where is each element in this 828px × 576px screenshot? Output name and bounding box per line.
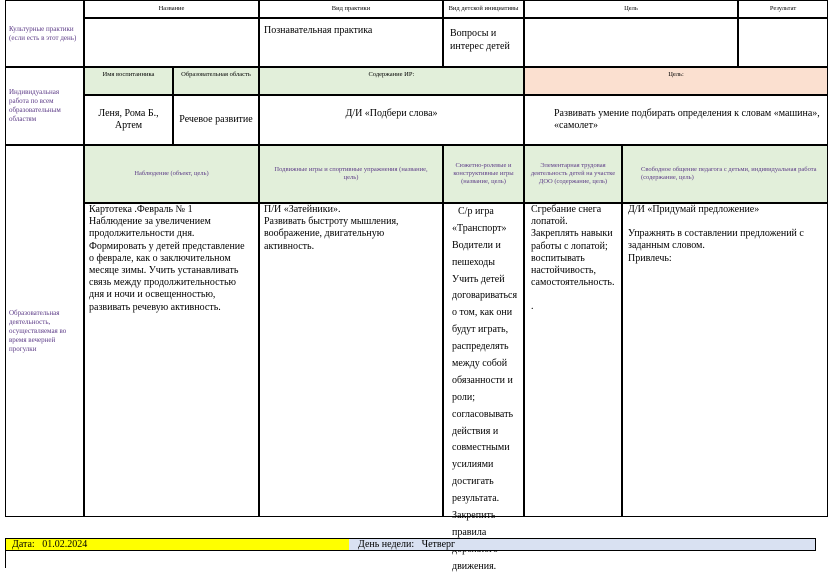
header-content-text: Содержание ИР: [368, 71, 415, 78]
section2-row-label [5, 67, 84, 145]
roleplay-line: согласовывать [452, 408, 514, 420]
header-observation-text: Наблюдение (объект, цель) [134, 170, 209, 177]
section3-row-label-text: Образовательная деятельность, осуществляемая во время вечерней прогулки [9, 308, 67, 353]
outdoor-games-cell [259, 203, 443, 517]
roleplay-line: обязанности и [452, 374, 513, 386]
practice-goal-cell [524, 18, 738, 67]
weekday-label: День недели: [358, 539, 415, 550]
section3-row-label [5, 145, 84, 517]
observation-line: Формировать у детей представление [89, 240, 245, 252]
observation-line: Наблюдение за увеличением [89, 216, 211, 228]
header-area [173, 67, 259, 95]
header-practice-type-text: Вид практики [331, 5, 371, 12]
labor-line: самостоятельность. [531, 277, 615, 289]
section1-row-label [5, 0, 84, 67]
date-value: 01.02.2024 [42, 539, 88, 550]
roleplay-line: пешеходы [452, 256, 495, 268]
communication-line: Упражнять в составлении предложений с [628, 228, 804, 240]
section1-row-label-text: Культурные практики (если есть в этот день) [9, 24, 77, 42]
ir-goal-cell [524, 95, 828, 145]
outdoor-games-line: П/И «Затейники». [264, 204, 341, 215]
header-free-communication [622, 145, 828, 203]
roleplay-line: Учить детей [452, 273, 505, 285]
roleplay-line: совместными [452, 442, 510, 454]
roleplay-line: между собой [452, 358, 508, 370]
header-labor [524, 145, 622, 203]
header-free-communication-text: Свободное общение педагога с детьми, индивидуальная работа (содержание, цель) [641, 166, 817, 181]
pupil-names-value: Леня, Рома Б., Артем [98, 108, 159, 131]
roleplay-line: «Транспорт» [452, 222, 507, 234]
edu-area-cell [173, 95, 259, 145]
date-field [6, 539, 349, 550]
roleplay-line: Водители и [452, 239, 501, 251]
labor-line [531, 289, 617, 301]
header-goal [524, 0, 738, 18]
header-name-text: Название [158, 5, 185, 12]
header-area-text: Образовательная область [181, 71, 251, 78]
observation-line: продолжительности дня. [89, 228, 195, 240]
header-ir-goal [524, 67, 828, 95]
edu-area-value: Речевое развитие [179, 114, 253, 125]
header-outdoor-games-text: Подвижные игры и спортивные упражнения (название, цель) [274, 166, 428, 181]
practice-type-value: Познавательная практика [264, 25, 373, 36]
observation-line: Картотека .Февраль № 1 [89, 204, 193, 215]
header-roleplay-games [443, 145, 524, 203]
header-pupil-text: Имя воспитанника [102, 71, 155, 78]
roleplay-line: распределять [452, 341, 509, 353]
observation-line: развивать речевую активность. [89, 301, 221, 313]
free-communication-cell [622, 203, 828, 517]
roleplay-line: С/р игра [458, 206, 494, 217]
roleplay-line: роли; [452, 391, 475, 403]
communication-line: Д/И «Придумай предложение» [628, 204, 760, 215]
communication-line: заданным словом. [628, 240, 705, 252]
practice-name-cell [84, 18, 259, 67]
header-roleplay-games-text: Сюжетно-ролевые и конструктивные игры (название, цель) [453, 162, 514, 185]
weekday-value: Четверг [421, 539, 456, 550]
header-name [84, 0, 259, 18]
ir-content-value: Д/И «Подбери слова» [345, 108, 438, 119]
header-result [738, 0, 828, 18]
header-goal-text: Цель [624, 5, 638, 12]
roleplay-cell [443, 203, 524, 572]
practice-result-cell [738, 18, 828, 67]
observation-line: связь между продолжительностью [89, 277, 236, 289]
date-label: Дата: [12, 539, 35, 550]
header-observation [84, 145, 259, 203]
child-activity-cell [443, 18, 524, 67]
pupil-names-cell [84, 95, 173, 145]
roleplay-line: договариваться [452, 290, 518, 302]
labor-line: настойчивость, [531, 265, 596, 277]
observation-cell [84, 203, 259, 517]
header-outdoor-games [259, 145, 443, 203]
child-activity-line: Вопросы и [450, 28, 497, 39]
roleplay-line: о том, как они [452, 307, 513, 319]
observation-line: о феврале, как о заключительном [89, 252, 231, 264]
child-activity-line: интерес детей [450, 41, 510, 52]
weekday-field [349, 539, 815, 550]
header-labor-text: Элементарная трудовая деятельность детей на участке ДОО (содержание, цель) [530, 162, 616, 185]
roleplay-line: будут играть, [452, 324, 509, 336]
roleplay-line: достигать [452, 476, 494, 488]
outdoor-games-line: Развивать быстроту мышления, [264, 216, 399, 228]
header-child-activity-text: Вид детской инициативы [448, 5, 519, 12]
header-pupil [84, 67, 173, 95]
roleplay-line: результата. [452, 493, 500, 505]
header-practice-type [259, 0, 443, 18]
labor-line: работы с лопатой; [531, 240, 608, 252]
labor-cell [524, 203, 622, 517]
header-content [259, 67, 524, 95]
practice-type-cell [259, 18, 443, 67]
labor-line: Сгребание снега [531, 204, 602, 215]
ir-goal-value: Развивать умение подбирать определения к словам «машина», «самолет» [554, 108, 820, 131]
roleplay-line: действия и [452, 425, 499, 437]
header-result-text: Результат [769, 5, 797, 12]
roleplay-line: правила [452, 526, 487, 538]
outdoor-games-line: активность. [264, 240, 315, 252]
labor-line: . [531, 301, 534, 313]
roleplay-line: движения. [452, 560, 497, 572]
communication-line [628, 216, 823, 228]
outdoor-games-line: воображение, двигательную [264, 228, 385, 240]
header-child-activity [443, 0, 524, 18]
date-bar [5, 538, 816, 550]
section2-row-label-text: Индивидуальная работа по всем образовательным областям [9, 88, 61, 123]
labor-line: воспитывать [531, 252, 585, 264]
labor-line: лопатой. [531, 216, 568, 228]
header-ir-goal-text: Цель: [668, 71, 684, 78]
communication-line: Привлечь: [628, 252, 672, 264]
roleplay-line: усилиями [452, 459, 494, 471]
roleplay-line: Закрепить [452, 510, 496, 522]
labor-line: Закреплять навыки [531, 228, 613, 240]
observation-line: дня и ночи и освещенностью, [89, 289, 216, 301]
observation-line: месяце зимы. Учить устанавливать [89, 265, 239, 277]
next-page-frame [5, 550, 816, 568]
ir-content-cell [259, 95, 524, 145]
